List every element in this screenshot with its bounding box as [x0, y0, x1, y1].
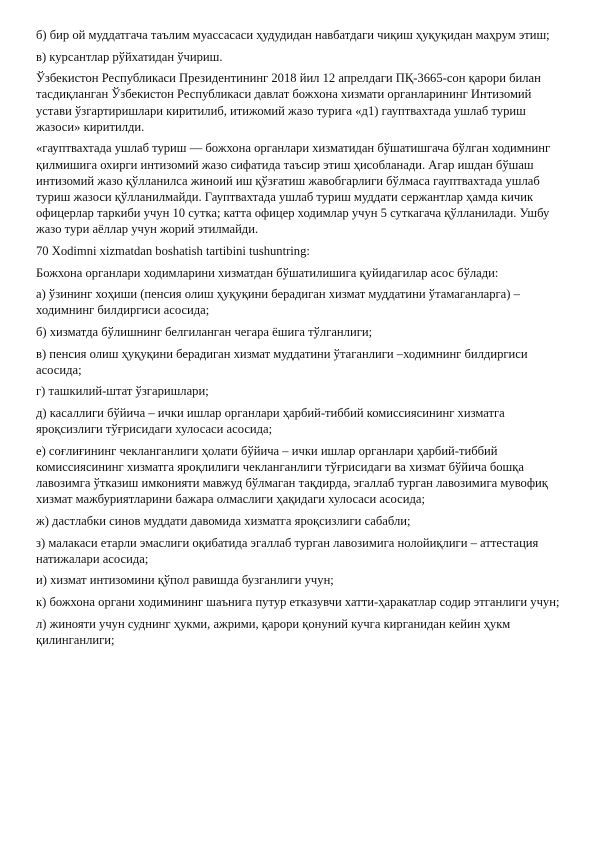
paragraph-item-v-expulsion: в) курсантлар рўйхатидан ўчириш. — [36, 49, 223, 64]
list-item-zh: ж) дастлабки синов муддати давомида хизматга яроқсизлиги сабабли; — [36, 513, 411, 528]
list-item-v: в) пенсия олиш ҳуқуқини берадиган хизмат муддатини ўтаганлиги –ходимнинг билдиргиси асосида; — [36, 346, 528, 377]
list-item-e: е) соғлиғининг чекланганлиги ҳолати бўйича – ички ишлар органлари ҳарбий-тиббий комиссиясининг хизматга яроқлилиги чекланганлиги тўғрисидаги ва хизмат бўйича бошқа лавозимга ўтказиш имконияти мавжуд бўлмаган тақдирда, эгаллаб турган лавозимига мувофиқ хизмат мажбуриятларини бажара олмаслиги ҳақидаги хулосаси асосида; — [36, 443, 548, 507]
list-item-d: д) касаллиги бўйича – ички ишлар органлари ҳарбий-тиббий комиссиясининг хизматга яроқсизлиги тўғрисидаги хулосаси асосида; — [36, 405, 505, 437]
list-item-g: г) ташкилий-штат ўзгаришлари; — [36, 384, 209, 399]
paragraph-dismissal-grounds: Божхона органлари ходимларини хизматдан бўшатилишига қуйидагилар асос бўлади: — [36, 265, 499, 280]
list-item-k: к) божхона органи ходимининг шаънига путур етказувчи хатти-ҳаракатлар содир этганлиги учун; — [36, 594, 560, 609]
document-body — [36, 27, 566, 653]
list-item-a: а) ўзининг хоҳиши (пенсия олиш ҳуқуқини берадиган хизмат муддатини ўтамаганларга) – ходимнинг билдиргиси асосида; — [36, 287, 520, 318]
paragraph-item-b-leave-ban: б) бир ой муддатгача таълим муассасаси ҳудудидан навбатдаги чиқиш ҳуқуқидан маҳрум этиш; — [36, 28, 550, 42]
list-item-i: и) хизмат интизомини қўпол равишда бузганлиги учун; — [36, 573, 334, 588]
list-item-b: б) хизматда бўлишнинг белгиланган чегара ёшига тўлганлиги; — [36, 324, 373, 339]
list-item-z: з) малакаси етарли эмаслиги оқибатида эгаллаб турган лавозимига нолойиқлиги – аттестация натижалари асосида; — [36, 535, 539, 566]
question-heading-70: 70 Xodimni xizmatdan boshatish tartibini tushuntring: — [36, 244, 310, 258]
list-item-l: л) жинояти учун суднинг ҳукми, ажрими, қарори қонуний кучга кирганидан кейин ҳукм қилинганлиги; — [36, 616, 511, 647]
paragraph-presidential-decree: Ўзбекистон Республикаси Президентининг 2018 йил 12 апрелдаги ПҚ-3665-сон қарори билан тасдиқланган Ўзбекистон Республикаси давлат божхона хизмати органларининг Интизомий устави ўзгартиришлари киритилиб, итижомий жазо турига «д1) гауптвахтада ушлаб туриш жазоси» киритилди. — [36, 71, 541, 134]
paragraph-guardhouse-definition: «гауптвахтада ушлаб туриш — божхона органлари хизматидан бўшатишгача бўлган ходимнинг қилмишига охирги интизомий жазо сифатида таъсир этиш ҳисобланади. Агар ишдан бўшаш интизомий жазо қўлланилса жиноий иш қўзғатиш жавобгарлиги бўлмаса гауптвахтада ушлаб туриш жазоси қўлланилмайди. Гауптвахтада ушлаб туриш муддати сержантлар ҳамда кичик офицерлар таркиби учун 10 сутка; катта офицер ходимлар учун 5 суткагача қўлланилади. Ушбу жазо тури аёллар учун жорий этилмайди. — [36, 141, 551, 237]
